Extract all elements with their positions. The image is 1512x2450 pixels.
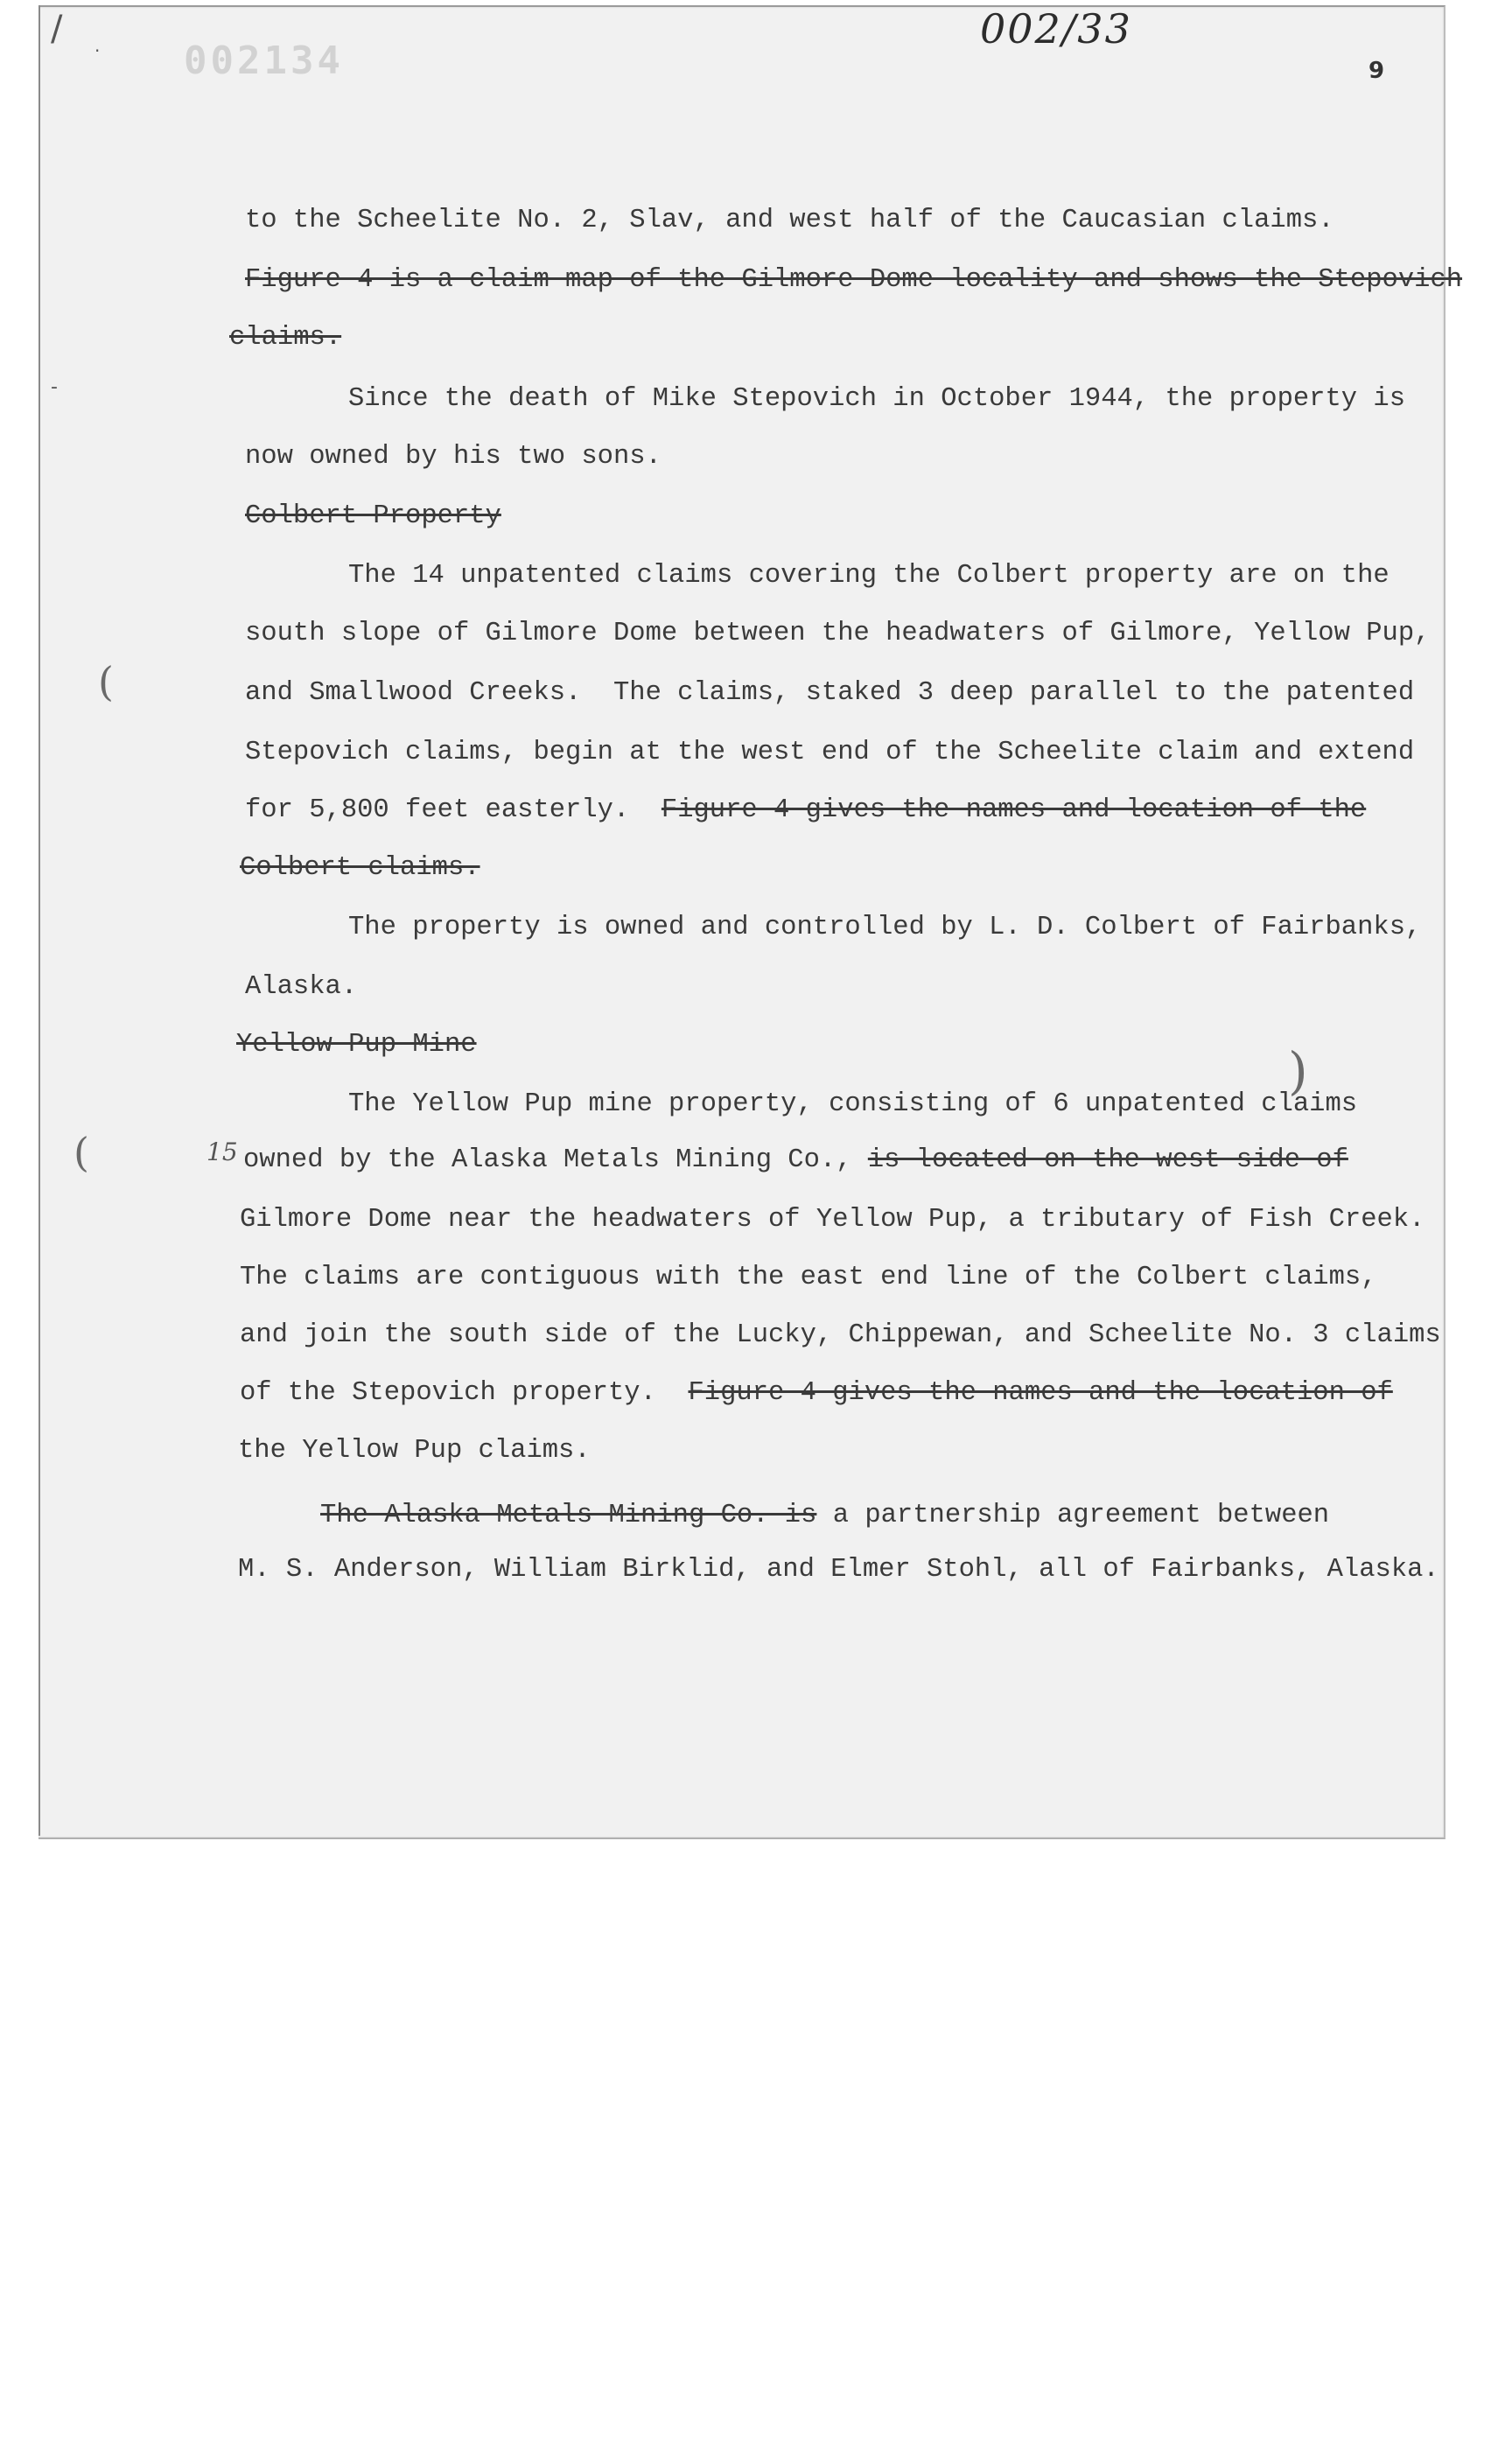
text-line: Alaska. [245, 972, 358, 1002]
text-line: The claims are contiguous with the east end line of the Colbert claims, [240, 1263, 1377, 1292]
struck-text-line: claims. [229, 323, 342, 353]
bracket-mark: ) [1288, 1041, 1308, 1101]
text-line: The property is owned and controlled by L. D. Colbert of Fairbanks, [348, 913, 1422, 942]
text-line: and join the south side of the Lucky, Chippewan, and Scheelite No. 3 claims [240, 1320, 1441, 1350]
struck-text-line: Figure 4 is a claim map of the Gilmore Dome locality and shows the Stepovich [245, 265, 1463, 295]
margin-pen-stroke: / [51, 9, 63, 49]
margin-parenthesis: ( [98, 658, 114, 705]
text-line: to the Scheelite No. 2, Slav, and west half of the Caucasian claims. [245, 206, 1334, 235]
text-line [240, 1376, 1393, 1410]
text-line [245, 793, 1366, 828]
text-line: and Smallwood Creeks. The claims, staked 3 deep parallel to the patented [245, 678, 1415, 708]
margin-note: 15 [206, 1138, 238, 1166]
text-line: now owned by his two sons. [245, 442, 662, 472]
text-segment: for 5,800 feet easterly. [245, 795, 662, 825]
text-segment: of the Stepovich property. [240, 1378, 689, 1408]
margin-parenthesis: ( [74, 1129, 89, 1176]
text-line: the Yellow Pup claims. [238, 1436, 591, 1466]
text-line: Gilmore Dome near the headwaters of Yellow Pup, a tributary of Fish Creek. [240, 1205, 1425, 1235]
struck-text-segment: Figure 4 gives the names and the location of [688, 1378, 1393, 1408]
page-number: 9 [1368, 58, 1385, 84]
section-heading: Colbert Property [245, 501, 501, 531]
handwritten-document-number: 002/33 [980, 5, 1132, 52]
text-segment: a partnership agreement between [816, 1501, 1330, 1530]
faded-stamp-number: 002134 [184, 38, 344, 83]
page-edge [38, 5, 40, 1836]
text-line: The 14 unpatented claims covering the Colbert property are on the [348, 561, 1390, 591]
text-line [320, 1498, 1329, 1533]
text-line: M. S. Anderson, William Birklid, and Elmer Stohl, all of Fairbanks, Alaska. [238, 1555, 1439, 1585]
text-line: The Yellow Pup mine property, consisting of 6 unpatented claims [348, 1089, 1358, 1119]
section-heading: Yellow Pup Mine [236, 1030, 477, 1060]
margin-dash: - [51, 376, 58, 398]
margin-dot: · [94, 40, 101, 61]
text-line: Since the death of Mike Stepovich in October 1944, the property is [348, 384, 1405, 414]
struck-text-line: Colbert claims. [240, 853, 480, 883]
struck-text-segment: Figure 4 gives the names and location of the [661, 795, 1367, 825]
text-line: Stepovich claims, begin at the west end of the Scheelite claim and extend [245, 738, 1415, 767]
text-line: south slope of Gilmore Dome between the headwaters of Gilmore, Yellow Pup, [245, 619, 1431, 648]
struck-text-segment: is located on the west side of [867, 1145, 1348, 1175]
struck-text-segment: The Alaska Metals Mining Co. is [320, 1501, 817, 1530]
text-line [243, 1143, 1348, 1178]
text-segment: owned by the Alaska Metals Mining Co., [243, 1145, 868, 1175]
